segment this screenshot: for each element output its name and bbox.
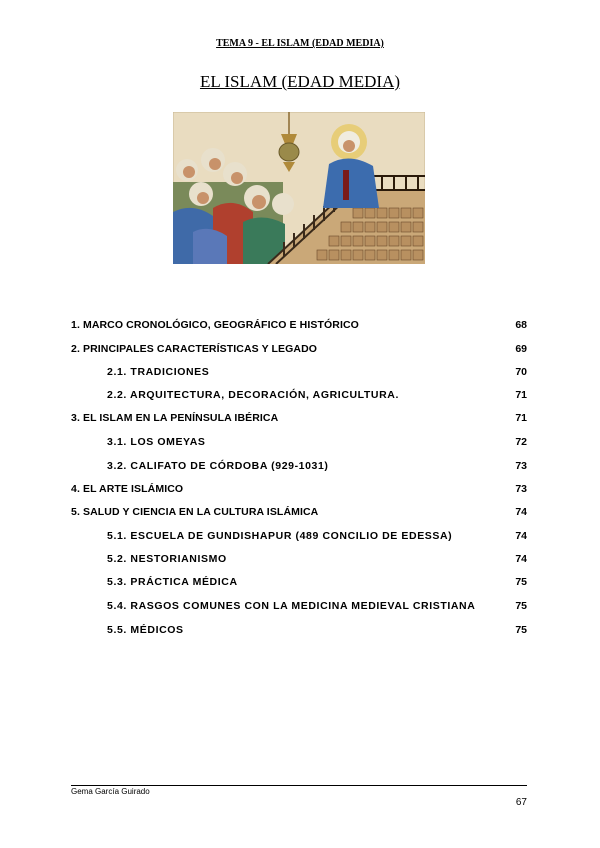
- page-title: EL ISLAM (EDAD MEDIA): [199, 72, 401, 91]
- toc-entry-page: 74: [515, 553, 527, 565]
- toc-entry[interactable]: [0, 343, 600, 357]
- toc-entry-page: 73: [515, 460, 527, 472]
- toc-entry[interactable]: [0, 460, 600, 474]
- toc-entry[interactable]: [0, 576, 600, 590]
- toc-entry[interactable]: [0, 366, 600, 380]
- toc-entry-label: 5. SALUD Y CIENCIA EN LA CULTURA ISLÁMICA: [71, 506, 319, 518]
- toc-entry-page: 74: [515, 506, 527, 518]
- toc-entry-label: 2.2. ARQUITECTURA, DECORACIÓN, AGRICULTURA.: [107, 389, 399, 401]
- toc-entry[interactable]: [0, 600, 600, 614]
- toc-entry-page: 73: [515, 483, 527, 495]
- toc-entry[interactable]: [0, 412, 600, 426]
- toc-entry[interactable]: [0, 530, 600, 544]
- toc-entry-page: 70: [515, 366, 527, 378]
- toc-entry-page: 75: [515, 624, 527, 636]
- toc-entry-page: 75: [515, 600, 527, 612]
- toc-entry-label: 5.5. MÉDICOS: [107, 624, 184, 636]
- toc-entry-label: 5.4. RASGOS COMUNES CON LA MEDICINA MEDIEVAL CRISTIANA: [107, 600, 476, 612]
- toc-entry-page: 68: [515, 319, 527, 331]
- toc-entry-label: 3.1. LOS OMEYAS: [107, 436, 206, 448]
- toc-entry[interactable]: [0, 436, 600, 450]
- toc-entry-label: 1. MARCO CRONOLÓGICO, GEOGRÁFICO E HISTÓRICO: [71, 319, 359, 331]
- toc-entry-page: 69: [515, 343, 527, 355]
- toc-entry-label: 3. EL ISLAM EN LA PENÍNSULA IBÉRICA: [71, 412, 279, 424]
- toc-entry[interactable]: [0, 624, 600, 638]
- toc-entry[interactable]: [0, 483, 600, 497]
- toc-entry-label: 3.2. CALIFATO DE CÓRDOBA (929-1031): [107, 460, 329, 472]
- toc-entry-page: 75: [515, 576, 527, 588]
- toc-entry-page: 71: [515, 389, 527, 401]
- toc-entry[interactable]: [0, 553, 600, 567]
- toc-entry-label: 2.1. TRADICIONES: [107, 366, 210, 378]
- miniature-illustration: [173, 112, 425, 264]
- toc-entry-page: 71: [515, 412, 527, 424]
- toc-entry[interactable]: [0, 389, 600, 403]
- page-number: 67: [515, 797, 527, 808]
- toc-entry[interactable]: [0, 506, 600, 520]
- toc-entry-label: 2. PRINCIPALES CARACTERÍSTICAS Y LEGADO: [71, 343, 318, 355]
- toc-entry-label: 5.2. NESTORIANISMO: [107, 553, 227, 565]
- toc-entry-label: 5.1. ESCUELA DE GUNDISHAPUR (489 CONCILIO DE EDESSA): [107, 530, 453, 542]
- footer-author: Gema García Guirado: [71, 787, 150, 796]
- toc-entry-label: 4. EL ARTE ISLÁMICO: [71, 483, 184, 495]
- running-header: TEMA 9 - EL ISLAM (EDAD MEDIA): [216, 38, 384, 49]
- toc-entry-page: 74: [515, 530, 527, 542]
- toc-entry-label: 5.3. PRÁCTICA MÉDICA: [107, 576, 238, 588]
- toc-entry-page: 72: [515, 436, 527, 448]
- footer-divider: [71, 785, 527, 786]
- toc-entry[interactable]: [0, 319, 600, 333]
